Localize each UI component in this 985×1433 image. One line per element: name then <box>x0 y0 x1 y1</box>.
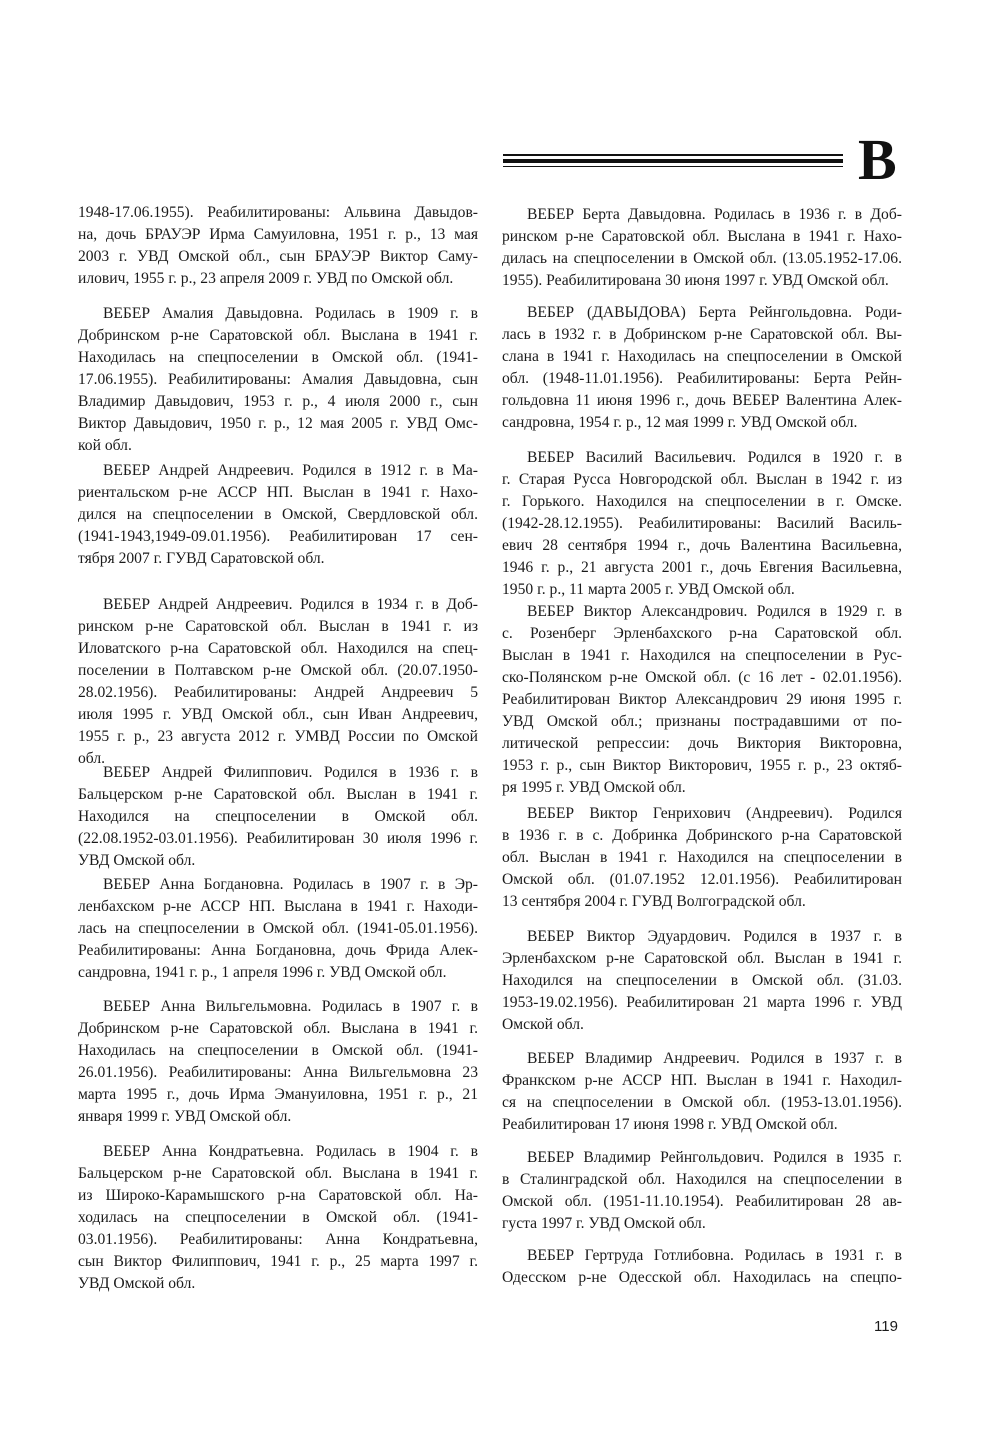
entry-paragraph <box>502 447 902 601</box>
text-line: Находилась на спецпоселении в Омской обл. (1941- <box>78 349 478 366</box>
text-line: слана в 1941 г. Находилась на спецпоселении в Омской <box>502 348 902 365</box>
text-line: ря 1995 г. УВД Омской обл. <box>502 779 686 796</box>
entry-paragraph <box>502 302 902 434</box>
text-line: сандровна, 1954 г. р., 12 мая 1999 г. УВД Омской обл. <box>502 414 858 431</box>
text-line: г. Горького. Находился на спецпоселении в г. Омске. <box>502 493 902 510</box>
text-line: обл. <box>78 750 106 767</box>
text-line: 03.01.1956). Реабилитированы: Анна Кондратьевна, <box>78 1231 478 1248</box>
entry-paragraph <box>78 996 478 1128</box>
text-line: лась на спецпоселении в Омской обл. (1941-05.01.1956). <box>78 920 478 937</box>
text-line: 26.01.1956). Реабилитированы: Анна Вильгельмовна 23 <box>78 1064 478 1081</box>
text-line: ВЕБЕР Анна Кондратьевна. Родилась в 1904 г. в <box>103 1143 478 1160</box>
entry-paragraph <box>78 762 478 872</box>
text-line: сын Виктор Филиппович, 1941 г. р., 25 марта 1997 г. <box>78 1253 478 1270</box>
text-line: обл. Выслан в 1941 г. Находился на спецпоселении в <box>502 849 902 866</box>
entry-paragraph <box>78 1141 478 1295</box>
text-line: ВЕБЕР (ДАВЫДОВА) Берта Рейнгольдовна. Роди- <box>527 304 902 321</box>
text-line: 1948-17.06.1955). Реабилитированы: Альвина Давыдов- <box>78 204 478 221</box>
text-line: Омской обл. <box>502 1016 584 1033</box>
text-line: ВЕБЕР Андрей Андреевич. Родился в 1934 г. в Доб- <box>103 596 478 613</box>
entry-paragraph <box>502 803 902 913</box>
text-line: Виктор Давыдович, 1950 г. р., 12 мая 2005 г. УВД Омс- <box>78 415 478 432</box>
text-line: марта 1995 г., дочь Ирма Эмануиловна, 1951 г. р., 21 <box>78 1086 478 1103</box>
text-line: Находилась на спецпоселении в Омской обл. (1941- <box>78 1042 478 1059</box>
entry-paragraph <box>502 1147 902 1235</box>
entry-paragraph <box>502 1048 902 1136</box>
page-number: 119 <box>874 1318 898 1335</box>
text-line: УВД Омской обл.; признаны пострадавшими от по- <box>502 713 902 730</box>
text-line: ско-Полянском р-не Омской обл. (с 16 лет - 02.01.1956). <box>502 669 902 686</box>
text-line: илович, 1955 г. р., 23 апреля 2009 г. УВД по Омской обл. <box>78 270 454 287</box>
text-line: из Широко-Карамышского р-на Саратовской обл. На- <box>78 1187 478 1204</box>
text-line: Франкском р-не АССР НП. Выслан в 1941 г. Находил- <box>502 1072 902 1089</box>
text-line: Омской обл. (1951-11.10.1954). Реабилитирован 28 ав- <box>502 1193 902 1210</box>
text-line: обл. (1948-11.01.1956). Реабилитированы: Берта Рейн- <box>502 370 902 387</box>
text-line: 1946 г. р., 21 августа 2001 г., дочь Евгения Васильевна, <box>502 559 902 576</box>
text-line: Реабилитирован 17 июня 1998 г. УВД Омской обл. <box>502 1116 838 1133</box>
text-line: Реабилитированы: Анна Богдановна, дочь Фрида Алек- <box>78 942 478 959</box>
text-line: 13 сентября 2004 г. ГУВД Волгоградской обл. <box>502 893 806 910</box>
text-line: ВЕБЕР Виктор Эдуардович. Родился в 1937 г. в <box>527 928 902 945</box>
text-line: 1950 г. р., 11 марта 2005 г. УВД Омской обл. <box>502 581 795 598</box>
text-line: ринском р-не Саратовской обл. Выслана в 1941 г. Нахо- <box>502 228 902 245</box>
text-line: тября 2007 г. ГУВД Саратовской обл. <box>78 550 325 567</box>
text-line: поселении в Полтавском р-не Омской обл. (20.07.1950- <box>78 662 478 679</box>
text-line: 28.02.1956). Реабилитированы: Андрей Андреевич 5 <box>78 684 478 701</box>
text-line: Находился на спецпоселении в Омской обл. <box>78 808 478 825</box>
text-line: Выслан в 1941 г. Находился на спецпоселении в Рус- <box>502 647 902 664</box>
text-line: Владимир Давыдович, 1953 г. р., 4 июля 2000 г., сын <box>78 393 478 410</box>
text-line: ВЕБЕР Василий Васильевич. Родился в 1920 г. в <box>527 449 902 466</box>
text-line: 1955 г. р., 23 августа 2012 г. УМВД России по Омской <box>78 728 478 745</box>
entry-paragraph <box>78 460 478 570</box>
entry-paragraph <box>78 303 478 457</box>
text-line: июля 1995 г. УВД Омской обл., сын Иван Андреевич, <box>78 706 478 723</box>
text-line: ходилась на спецпоселении в Омской обл. (1941- <box>78 1209 478 1226</box>
text-line: евич 28 сентября 1994 г., дочь Валентина Васильевна, <box>502 537 902 554</box>
text-line: густа 1997 г. УВД Омской обл. <box>502 1215 706 1232</box>
entry-paragraph <box>502 1245 902 1289</box>
text-line: ринском р-не Саратовской обл. Выслан в 1941 г. из <box>78 618 478 635</box>
text-line: ВЕБЕР Амалия Давыдовна. Родилась в 1909 г. в <box>103 305 478 322</box>
text-line: 17.06.1955). Реабилитированы: Амалия Давыдовна, сын <box>78 371 478 388</box>
entry-paragraph <box>502 204 902 292</box>
text-line: сандровна, 1941 г. р., 1 апреля 1996 г. УВД Омской обл. <box>78 964 447 981</box>
text-line: Одесском р-не Одесской обл. Находилась на спецпо- <box>502 1269 902 1286</box>
text-line: Омской обл. (01.07.1952 12.01.1956). Реабилитирован <box>502 871 902 888</box>
text-line: дилась на спецпоселении в Омской обл. (13.05.1952-17.06. <box>502 250 902 267</box>
section-header-rules <box>503 154 843 170</box>
section-letter: В <box>858 127 897 192</box>
text-line: гольдовна 11 июня 1996 г., дочь ВЕБЕР Валентина Алек- <box>502 392 902 409</box>
entry-paragraph <box>78 202 478 290</box>
text-line: ВЕБЕР Владимир Андреевич. Родился в 1937 г. в <box>527 1050 902 1067</box>
text-line: на, дочь БРАУЭР Ирма Самуиловна, 1951 г. р., 13 мая <box>78 226 478 243</box>
text-line: дился на спецпоселении в Омской, Свердловской обл. <box>78 506 478 523</box>
text-line: Бальцерском р-не Саратовской обл. Выслан в 1941 г. <box>78 786 478 803</box>
text-line: УВД Омской обл. <box>78 1275 196 1292</box>
text-line: литической репрессии: дочь Виктория Викторовна, <box>502 735 902 752</box>
text-line: УВД Омской обл. <box>78 852 196 869</box>
text-line: (22.08.1952-03.01.1956). Реабилитирован 30 июля 1996 г. <box>78 830 478 847</box>
text-line: в Сталинградской обл. Находился на спецпоселении в <box>502 1171 902 1188</box>
text-line: кой обл. <box>78 437 132 454</box>
text-line: риентальском р-не АССР НП. Выслан в 1941 г. Нахо- <box>78 484 478 501</box>
text-line: Добринском р-не Саратовской обл. Выслана в 1941 г. <box>78 327 478 344</box>
text-line: ВЕБЕР Андрей Филиппович. Родился в 1936 г. в <box>103 764 478 781</box>
text-line: января 1999 г. УВД Омской обл. <box>78 1108 292 1125</box>
text-line: 1955). Реабилитирована 30 июня 1997 г. УВД Омской обл. <box>502 272 889 289</box>
text-line: ся на спецпоселении в Омской обл. (1953-13.01.1956). <box>502 1094 902 1111</box>
text-line: ВЕБЕР Виктор Генрихович (Андреевич). Родился <box>527 805 902 822</box>
text-line: с. Розенберг Эрленбахского р-на Саратовской обл. <box>502 625 902 642</box>
text-line: 1953 г. р., сын Виктор Викторович, 1955 г. р., 23 октяб- <box>502 757 902 774</box>
text-line: ВЕБЕР Гертруда Готлибовна. Родилась в 1931 г. в <box>527 1247 902 1264</box>
text-line: ВЕБЕР Виктор Александрович. Родился в 1929 г. в <box>527 603 902 620</box>
entry-paragraph <box>78 874 478 984</box>
text-line: ВЕБЕР Берта Давыдовна. Родилась в 1936 г. в Доб- <box>527 206 902 223</box>
text-line: Иловатского р-на Саратовской обл. Находился на спец- <box>78 640 478 657</box>
text-line: (1941-1943,1949-09.01.1956). Реабилитирован 17 сен- <box>78 528 478 545</box>
text-line: ленбахском р-не АССР НП. Выслана в 1941 г. Находи- <box>78 898 478 915</box>
text-line: Бальцерском р-не Саратовской обл. Выслана в 1941 г. <box>78 1165 478 1182</box>
text-line: Добринском р-не Саратовской обл. Выслана в 1941 г. <box>78 1020 478 1037</box>
text-line: лась в 1932 г. в Добринском р-не Саратовской обл. Вы- <box>502 326 902 343</box>
entry-paragraph <box>78 594 478 770</box>
text-line: 2003 г. УВД Омской обл., сын БРАУЭР Виктор Саму- <box>78 248 478 265</box>
text-line: 1953-19.02.1956). Реабилитирован 21 марта 1996 г. УВД <box>502 994 902 1011</box>
text-line: Находился на спецпоселении в Омской обл. (31.03. <box>502 972 902 989</box>
entry-paragraph <box>502 601 902 799</box>
text-line: ВЕБЕР Андрей Андреевич. Родился в 1912 г. в Ма- <box>103 462 478 479</box>
text-line: ВЕБЕР Анна Богдановна. Родилась в 1907 г. в Эр- <box>103 876 478 893</box>
text-line: в 1936 г. в с. Добринка Добринского р-на Саратовской <box>502 827 902 844</box>
text-line: Эрленбахском р-не Саратовской обл. Выслан в 1941 г. <box>502 950 902 967</box>
text-line: (1942-28.12.1955). Реабилитированы: Василий Василь- <box>502 515 902 532</box>
text-line: г. Старая Русса Новгородской обл. Выслан в 1942 г. из <box>502 471 902 488</box>
entry-paragraph <box>502 926 902 1036</box>
text-line: ВЕБЕР Владимир Рейнгольдович. Родился в 1935 г. <box>527 1149 902 1166</box>
text-line: Реабилитирован Виктор Александрович 29 июня 1995 г. <box>502 691 902 708</box>
text-line: ВЕБЕР Анна Вильгельмовна. Родилась в 1907 г. в <box>103 998 478 1015</box>
